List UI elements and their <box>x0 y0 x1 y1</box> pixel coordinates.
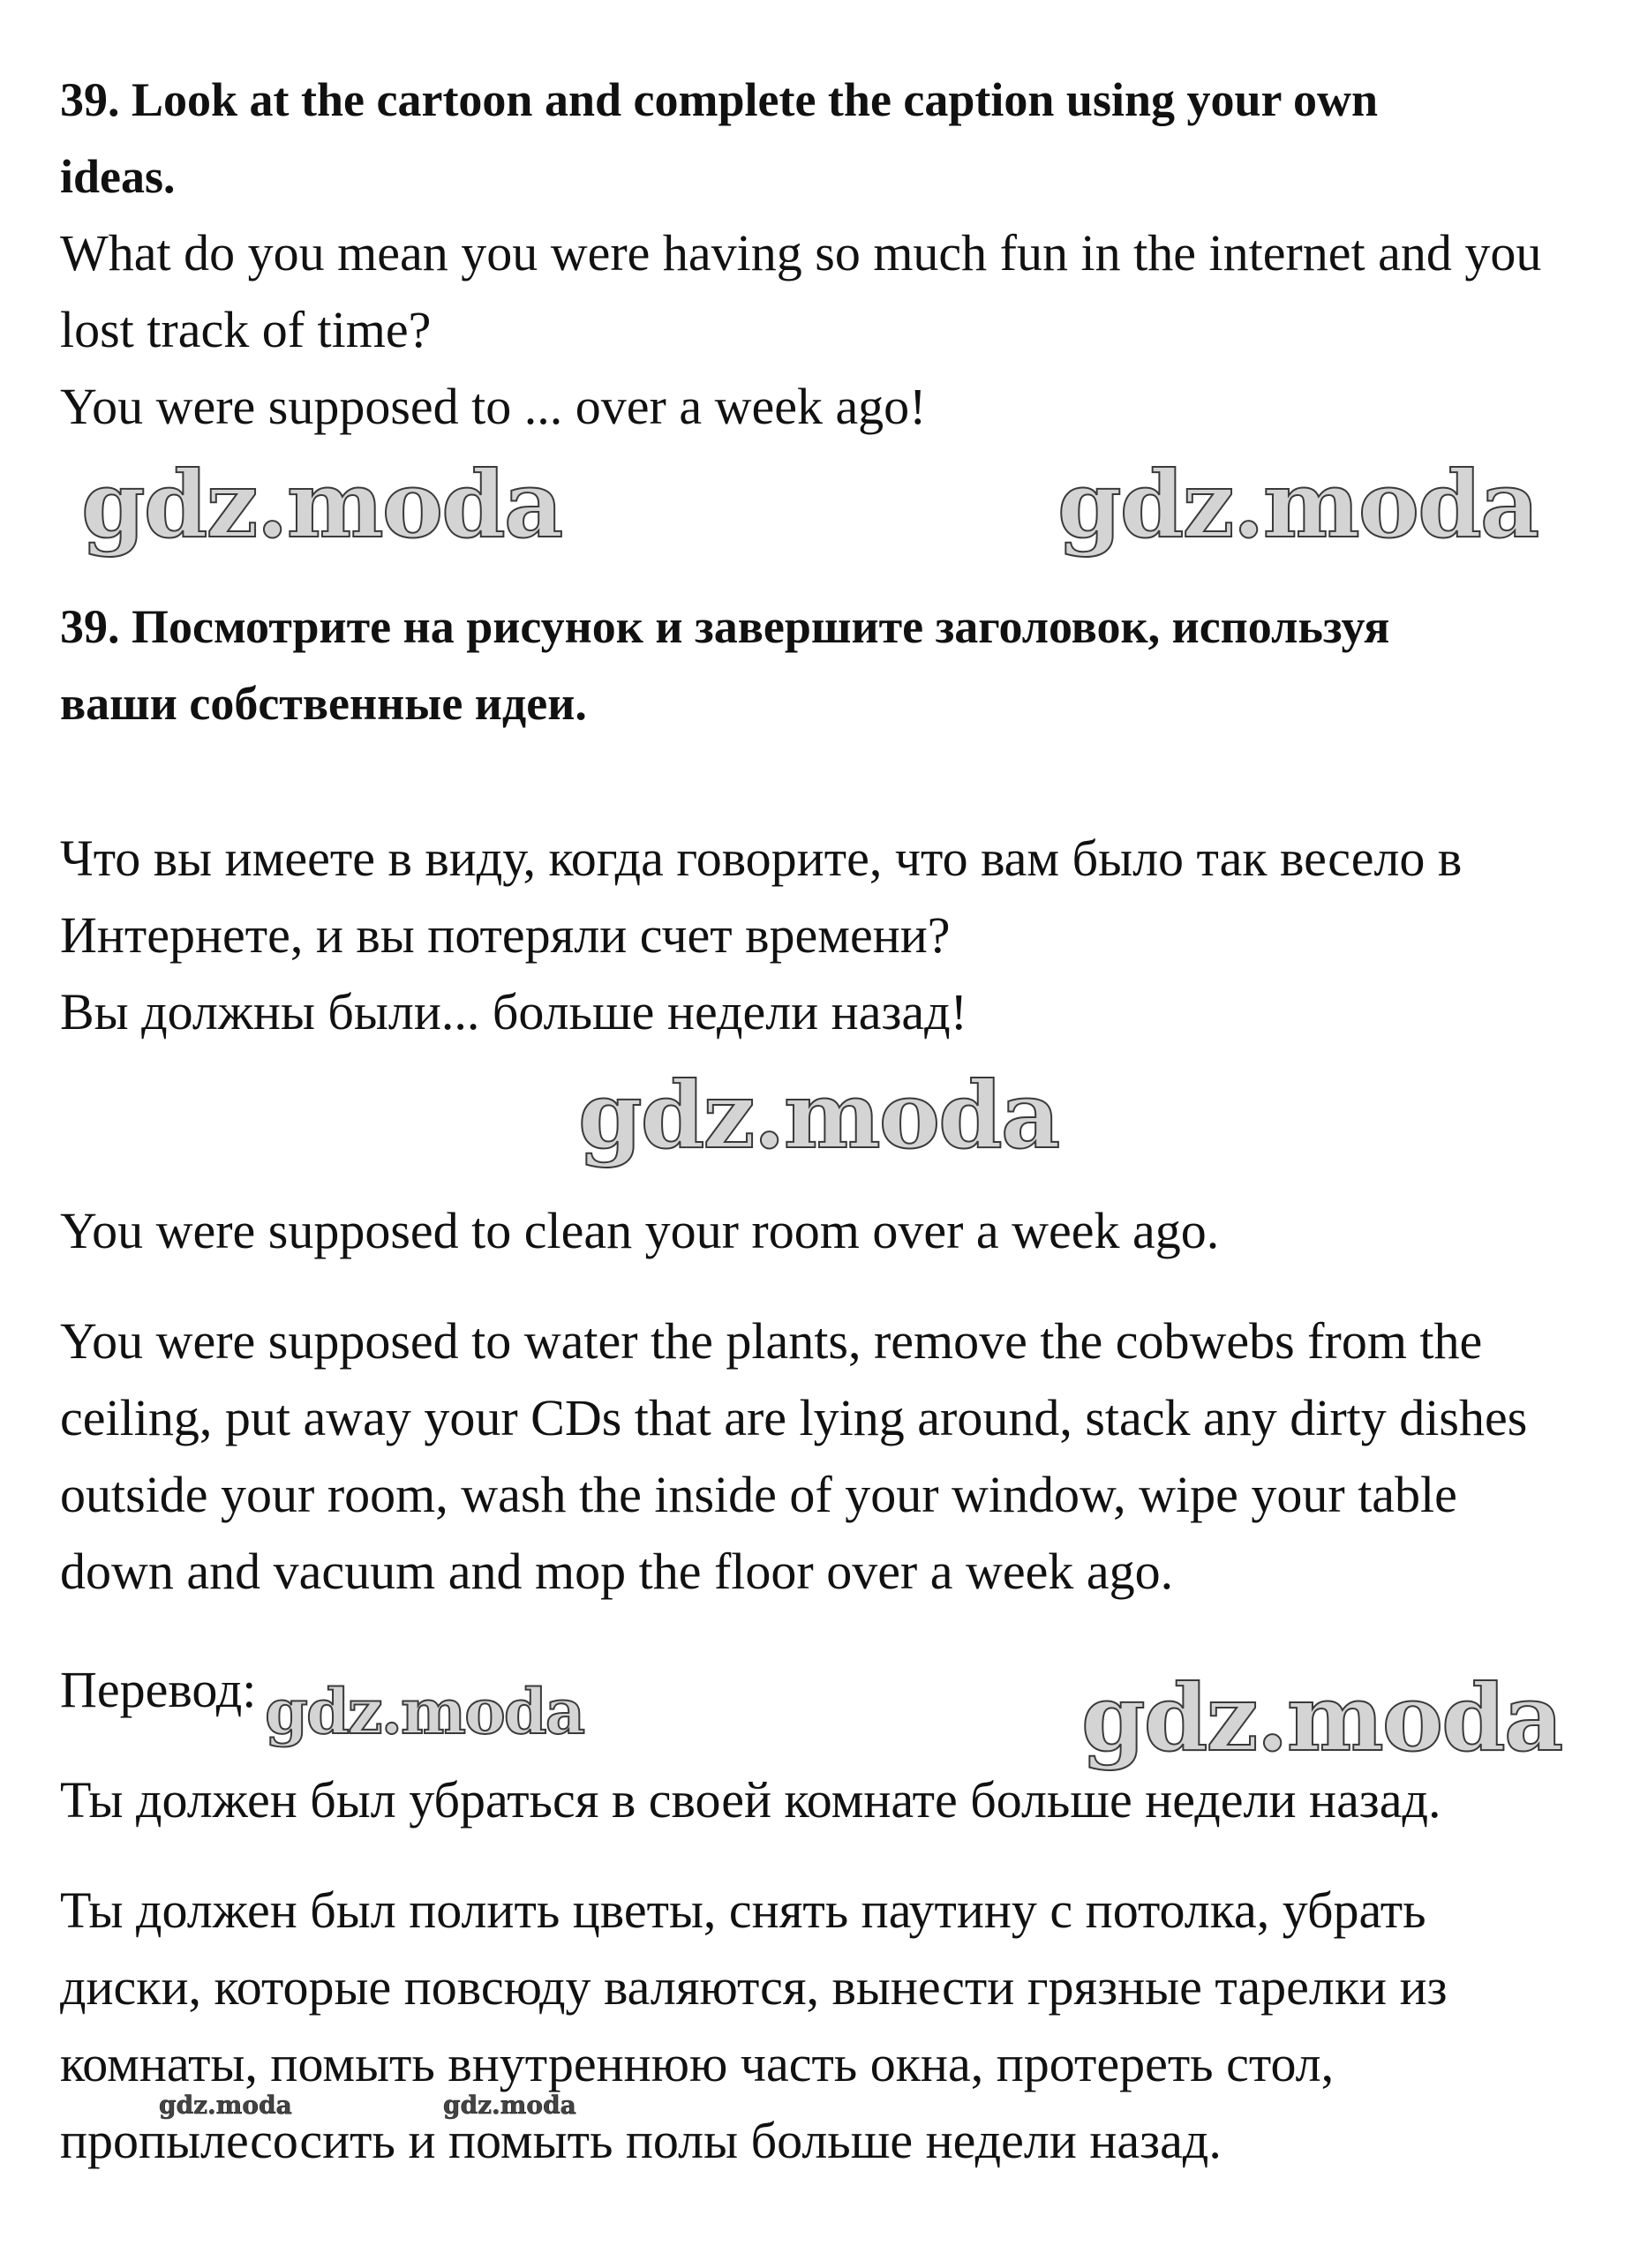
translation-long: Ты должен был полить цветы, снять паутину с потолка, убрать <box>60 1881 1426 1939</box>
caption-en: lost track of time? <box>60 301 432 358</box>
answer-short: You were supposed to clean your room over a week ago. <box>60 1202 1220 1259</box>
caption-ru: Интернете, и вы потеряли счет времени? <box>60 906 951 964</box>
caption-ru: Вы должны были... больше недели назад! <box>60 983 967 1040</box>
watermark: gdz.moda <box>443 2091 576 2120</box>
translation-long: диски, которые повсюду валяются, вынести грязные тарелки из <box>60 1958 1448 2016</box>
task-heading-en: 39. Look at the cartoon and complete the caption using your own <box>60 73 1379 126</box>
watermark: gdz.moda <box>578 1061 1059 1169</box>
watermark: gdz.moda <box>1081 1663 1562 1772</box>
translation-label: Перевод: <box>60 1661 257 1718</box>
watermark: gdz.moda <box>265 1675 584 1748</box>
watermark: gdz.moda <box>81 450 562 559</box>
watermark: gdz.moda <box>159 2091 292 2120</box>
caption-en: What do you mean you were having so much fun in the internet and you <box>60 224 1542 282</box>
translation-long: пропылесосить и помыть полы больше недели назад. <box>60 2112 1222 2169</box>
caption-ru: Что вы имеете в виду, когда говорите, что вам было так весело в <box>60 830 1463 887</box>
translation-short: Ты должен был убраться в своей комнате больше недели назад. <box>60 1771 1441 1829</box>
task-heading-ru: 39. Посмотрите на рисунок и завершите заголовок, используя <box>60 600 1390 653</box>
task-heading-en: ideas. <box>60 150 176 203</box>
answer-long: You were supposed to water the plants, remove the cobwebs from the <box>60 1312 1483 1370</box>
answer-long: ceiling, put away your CDs that are lying around, stack any dirty dishes <box>60 1389 1528 1446</box>
task-heading-ru: ваши собственные идеи. <box>60 677 587 730</box>
translation-long: комнаты, помыть внутреннюю часть окна, протереть стол, <box>60 2035 1335 2092</box>
answer-long: down and vacuum and mop the floor over a week ago. <box>60 1543 1174 1600</box>
watermark: gdz.moda <box>1057 450 1538 559</box>
answer-long: outside your room, wash the inside of your window, wipe your table <box>60 1466 1457 1523</box>
caption-en: You were supposed to ... over a week ago! <box>60 378 927 435</box>
